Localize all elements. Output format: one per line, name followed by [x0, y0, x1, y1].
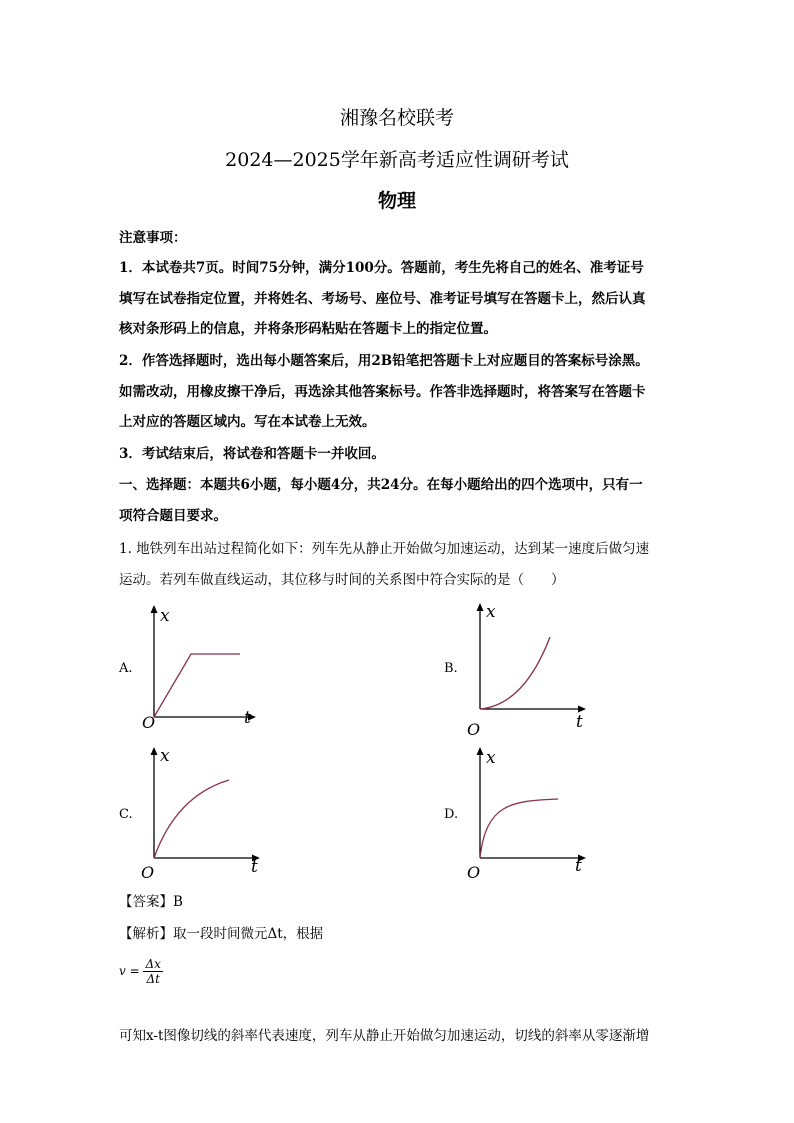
origin-label: O	[141, 863, 155, 882]
velocity-formula	[119, 957, 163, 986]
option-c-curve	[154, 780, 229, 858]
origin-label: O	[467, 863, 481, 882]
option-d-label: D.	[444, 807, 459, 822]
origin-label: O	[142, 713, 156, 732]
option-a-graph	[138, 603, 268, 733]
option-c-label: C.	[119, 807, 133, 822]
notice-line: 3．考试结束后，将试卷和答题卡一并收回。	[119, 446, 385, 462]
question-1-text-cont: 运动。若列车做直线运动，其位移与时间的关系图中符合实际的是（ ）	[119, 572, 565, 588]
option-c-graph	[138, 745, 268, 880]
notice-heading: 注意事项：	[119, 230, 187, 246]
notice-line: 1．本试卷共7页。时间75分钟，满分100分。答题前，考生先将自己的姓名、准考证号	[119, 260, 644, 276]
x-axis-label: t	[576, 712, 583, 732]
analysis-tag: 【解析】	[119, 926, 173, 942]
notice-line: 核对条形码上的信息，并将条形码粘贴在答题卡上的指定位置。	[119, 321, 497, 337]
option-b-curve	[480, 637, 550, 709]
analysis-text: 取一段时间微元Δt，根据	[173, 926, 324, 942]
fraction	[143, 957, 162, 986]
formula-lhs: v =	[119, 964, 140, 978]
x-axis-label: t	[244, 708, 251, 728]
section-heading: 一、选择题：本题共6小题，每小题4分，共24分。在每小题给出的四个选项中，只有一	[119, 477, 643, 493]
analysis-line	[119, 924, 679, 944]
exam-subtitle: 2024—2025学年新高考适应性调研考试	[225, 149, 569, 171]
option-b-graph	[464, 601, 594, 739]
notice-line: 上对应的答题区域内。写在本试卷上无效。	[119, 414, 376, 430]
notice-line: 填写在试卷指定位置，并将姓名、考场号、座位号、准考证号填写在答题卡上，然后认真	[119, 291, 646, 307]
fraction-denominator: Δt	[146, 972, 160, 986]
option-d-graph	[464, 745, 594, 880]
option-a-label: A.	[119, 661, 133, 676]
y-axis-arrow	[477, 603, 484, 611]
y-axis-label: x	[486, 602, 496, 622]
x-axis-label: t	[251, 857, 258, 877]
origin-label: O	[467, 720, 481, 739]
notice-line: 2．作答选择题时，选出每小题答案后，用2B铅笔把答题卡上对应题目的答案标号涂黑。	[119, 353, 649, 369]
y-axis-arrow	[477, 747, 484, 755]
x-axis-label: t	[575, 856, 582, 876]
y-axis-label: x	[160, 606, 170, 626]
question-1-text: 1. 地铁列车出站过程简化如下：列车先从静止开始做匀加速运动，达到某一速度后做匀速	[119, 541, 650, 557]
fraction-numerator: Δx	[145, 957, 161, 971]
option-d-curve	[480, 799, 558, 858]
y-axis-label: x	[486, 748, 496, 768]
answer-tag: 【答案】	[119, 894, 173, 910]
exam-title: 湘豫名校联考	[339, 107, 454, 129]
option-a-curve	[154, 654, 240, 717]
section-heading-cont: 项符合题目要求。	[119, 508, 227, 524]
y-axis-label: x	[160, 746, 170, 766]
subject-title: 物理	[377, 190, 416, 212]
answer-line	[119, 892, 679, 912]
answer-value: B	[173, 894, 183, 910]
option-b-label: B.	[444, 661, 458, 676]
analysis-conclusion: 可知x-t图像切线的斜率代表速度，列车从静止开始做匀加速运动，切线的斜率从零逐渐增	[119, 1028, 650, 1044]
y-axis-arrow	[151, 605, 158, 613]
notice-line: 如需改动，用橡皮擦干净后，再选涂其他答案标号。作答非选择题时，将答案写在答题卡	[119, 384, 646, 400]
y-axis-arrow	[151, 747, 158, 755]
